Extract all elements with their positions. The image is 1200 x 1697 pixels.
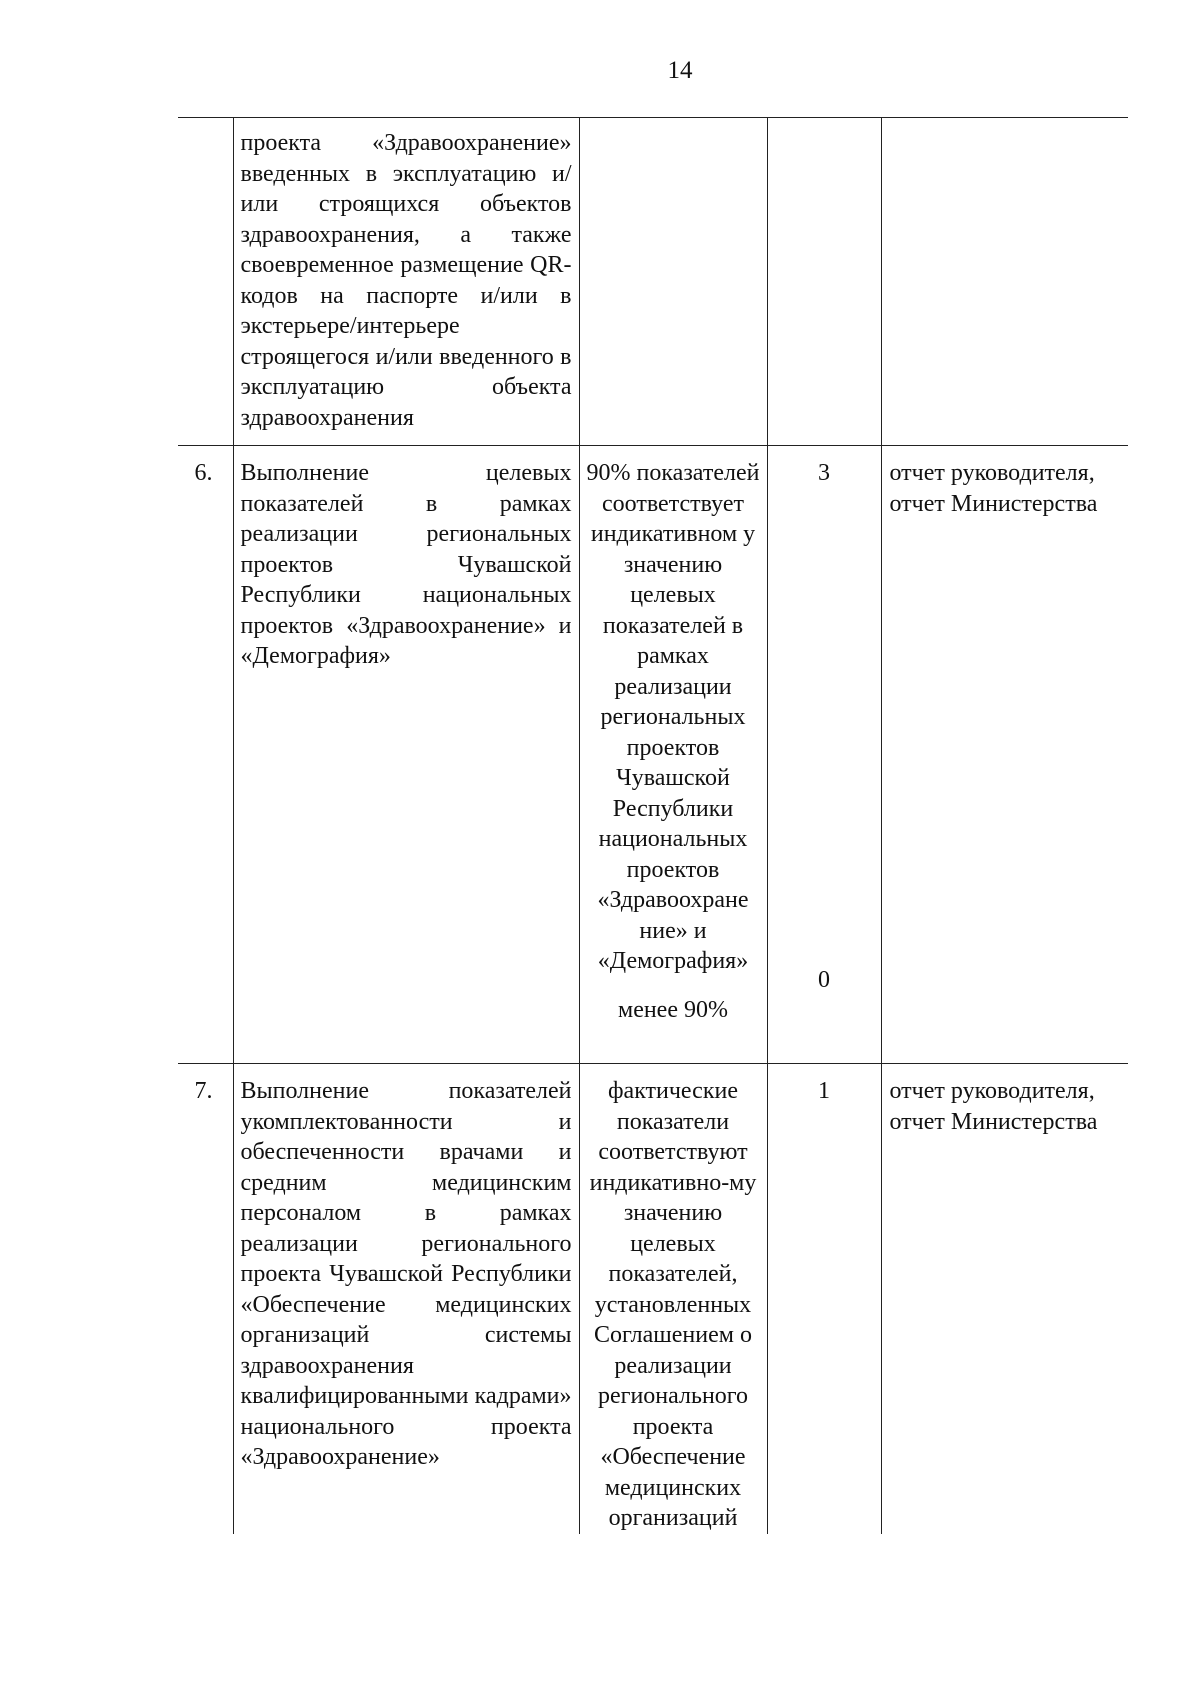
page-number: 14 [667, 57, 693, 84]
score-cell [767, 1064, 881, 1534]
score-value-primary: 3 [818, 460, 830, 486]
row-number [178, 118, 233, 446]
table-row [178, 118, 1128, 446]
score-value-secondary: 0 [818, 966, 830, 993]
indicator-value-primary: 90% показателей соответствует индикативном у значению целевых показателей в рамках реализации региональных проектов Чувашской Республики национальных проектов «Здравоохране ние» и «Демография» [586, 460, 760, 974]
table-row [178, 1064, 1128, 1534]
indicator-cell [579, 118, 767, 446]
criteria-table [178, 117, 1128, 1534]
score-cell [767, 446, 881, 1064]
indicator-value-secondary: менее 90% [618, 996, 728, 1023]
source-cell [881, 118, 1128, 446]
indicator-value: фактические показатели соответствуют индикативно-му значению целевых показателей, установленных Соглашением о реализации регионального проекта «Обеспечение медицинских организаций [589, 1078, 757, 1531]
row-number: 6. [178, 446, 233, 1064]
criterion-cell: Выполнение целевых показателей в рамках реализации региональных проектов Чувашской Республики национальных проектов «Здравоохранение» и «Демография» [233, 446, 579, 1064]
indicator-cell [579, 446, 767, 1064]
score-value: 1 [818, 1078, 830, 1104]
source-cell: отчет руководителя, отчет Министерства [881, 1064, 1128, 1534]
table-row [178, 446, 1128, 1064]
score-cell [767, 118, 881, 446]
source-cell: отчет руководителя, отчет Министерства [881, 446, 1128, 1064]
criterion-cell: Выполнение показателей укомплектованности и обеспеченности врачами и средним медицинским персоналом в рамках реализации регионального проекта Чувашской Республики «Обеспечение медицинских организаций системы здравоохранения квалифицированными кадрами» национального проекта «Здравоохранение» [233, 1064, 579, 1534]
indicator-cell [579, 1064, 767, 1534]
row-number: 7. [178, 1064, 233, 1534]
criterion-cell: проекта «Здравоохранение» введенных в эксплуатацию и/или строящихся объектов здравоохранения, а также своевременное размещение QR-кодов на паспорте и/или в экстерьере/интерьере строящегося и/или введенного в эксплуатацию объекта здравоохранения [233, 118, 579, 446]
